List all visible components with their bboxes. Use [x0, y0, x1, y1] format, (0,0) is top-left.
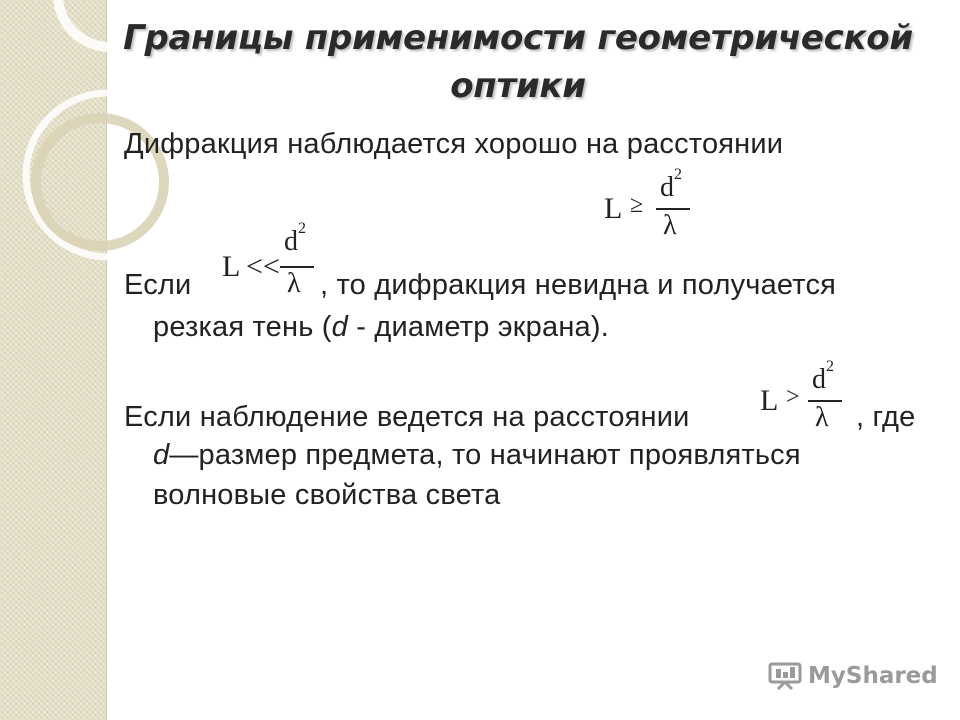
paragraph3-line2 — [153, 439, 801, 472]
formula1-denominator: λ — [663, 210, 677, 241]
formula2-denominator: λ — [287, 268, 301, 299]
paragraph2-line2-post: - диаметр экрана). — [348, 311, 609, 343]
slide-title-line1: Границы применимости геометрической — [123, 18, 913, 58]
paragraph3-line3: волновые свойства света — [153, 479, 501, 511]
formula-l-much-less — [218, 222, 328, 302]
formula1-lhs: L — [604, 192, 623, 225]
formula2-lhs: L — [222, 250, 241, 283]
paragraph3-prefix: Если наблюдение ведется на расстоянии — [124, 401, 690, 433]
formula-l-geq — [600, 166, 700, 245]
formula2-num-var: d — [284, 226, 298, 257]
slide-title-line2: оптики — [450, 66, 586, 106]
paragraph3-line2-post: —размер предмета, то начинают проявляться — [169, 439, 801, 471]
formula1-operator: ≥ — [630, 192, 644, 218]
formula2-numerator — [284, 220, 306, 258]
presentation-board-icon — [768, 662, 802, 690]
paragraph2-prefix: Если — [124, 269, 192, 301]
paragraph2-variable-d: d — [331, 311, 348, 343]
paragraph3-suffix: , где — [856, 401, 916, 433]
paragraph3-variable-d: d — [153, 439, 170, 471]
formula3-exponent: 2 — [826, 358, 834, 375]
formula3-lhs: L — [760, 384, 779, 417]
paragraph2-line2 — [153, 311, 609, 344]
formula3-numerator — [812, 358, 834, 396]
formula1-exponent: 2 — [674, 166, 682, 183]
formula2-exponent: 2 — [298, 220, 306, 237]
formula2-operator: << — [246, 250, 280, 283]
paragraph-diffraction: Дифракция наблюдается хорошо на расстоянии — [124, 128, 784, 160]
formula3-operator: > — [786, 384, 800, 410]
formula1-num-var: d — [660, 172, 674, 203]
formula3-denominator: λ — [815, 402, 829, 433]
formula3-num-var: d — [812, 364, 826, 395]
formula-l-greater — [756, 358, 856, 437]
slide-title — [110, 14, 926, 110]
paragraph2-suffix: , то дифракция невидна и получается — [320, 269, 837, 301]
myshared-watermark — [768, 660, 938, 692]
watermark-text: MyShared — [808, 663, 938, 689]
paragraph2-line2-pre: резкая тень ( — [153, 311, 332, 343]
formula1-numerator — [660, 166, 682, 204]
